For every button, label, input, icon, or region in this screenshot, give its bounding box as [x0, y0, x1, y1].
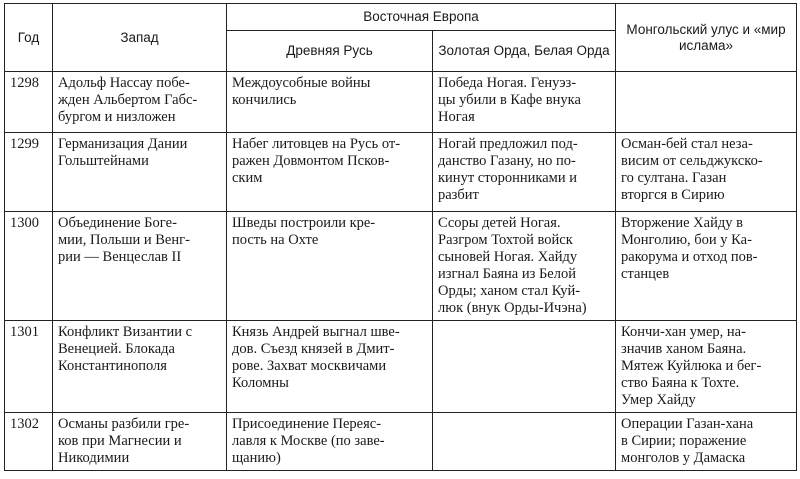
mongol-cell [616, 413, 797, 471]
header-mongol-ulus [616, 4, 797, 72]
horde-cell [433, 72, 616, 133]
horde-cell [433, 133, 616, 212]
west-cell [53, 321, 227, 413]
header-west: Запад [53, 4, 227, 72]
table-row [5, 321, 797, 413]
mongol-cell [616, 133, 797, 212]
header-ancient-rus: Древняя Русь [227, 31, 433, 72]
rus-cell [227, 212, 433, 321]
mongol-text: Операции Газан-хана в Сирии; поражение монголов у Дамаска [621, 416, 754, 466]
header-year: Год [5, 4, 53, 72]
mongol-text: Осман-бей стал неза- висим от сельджукско- го султана. Газан вторгся в Сирию [621, 136, 763, 203]
year-cell: 1301 [5, 321, 53, 413]
west-text: Объединение Богe- мии, Польши и Венг- рии — Венцеслав II [58, 215, 190, 265]
mongol-text: Кончи-хан умер, на- значив ханом Баяна. Мятеж Куйлюка и бег- ство Баяна к Тохте. Умер Хайду [621, 324, 762, 408]
year-cell: 1300 [5, 212, 53, 321]
west-cell [53, 133, 227, 212]
west-text: Конфликт Византии с Венецией. Блокада Константинополя [58, 324, 193, 374]
west-text: Германизация Дании Гольштейнами [58, 136, 188, 169]
horde-text: Победа Ногая. Генуэз- цы убили в Кафе внука Ногая [438, 75, 581, 125]
horde-cell [433, 413, 616, 471]
west-cell [53, 212, 227, 321]
header-eastern-europe: Восточная Европа [227, 4, 616, 31]
table-row [5, 133, 797, 212]
rus-text: Междоусобные войны кончились [232, 75, 371, 108]
horde-cell [433, 212, 616, 321]
header-golden-horde [433, 31, 616, 72]
mongol-cell [616, 72, 797, 133]
rus-cell [227, 321, 433, 413]
chronology-table [4, 3, 797, 471]
year-cell: 1299 [5, 133, 53, 212]
table-row [5, 212, 797, 321]
mongol-text: Вторжение Хайду в Монголию, бои у Ка- ракорума и отход пов- станцев [621, 215, 758, 282]
rus-text: Набег литовцев на Русь от- ражен Довмонтом Псков- ским [232, 136, 401, 186]
header-row-1 [5, 4, 797, 31]
rus-cell [227, 413, 433, 471]
header-golden-horde-text: Золотая Орда, Белая Орда [438, 43, 610, 58]
rus-text: Князь Андрей выгнал шве- дов. Съезд князей в Дмит- рове. Захват москвичами Коломны [232, 324, 400, 391]
west-cell [53, 413, 227, 471]
header-mongol-ulus-text: Монгольский улус и «мир ислама» [626, 21, 786, 53]
west-text: Османы разбили гре- ков при Магнесии и Никодимии [58, 416, 190, 466]
year-cell: 1302 [5, 413, 53, 471]
year-cell: 1298 [5, 72, 53, 133]
rus-text: Присоединение Переяс- лавля к Москве (по заве- щанию) [232, 416, 385, 466]
rus-cell [227, 133, 433, 212]
west-cell [53, 72, 227, 133]
horde-cell [433, 321, 616, 413]
mongol-cell [616, 212, 797, 321]
rus-text: Шведы построили кре- пость на Охте [232, 215, 376, 248]
horde-text: Ногай предложил под- данство Газану, но по- кинут сторонниками и разбит [438, 136, 578, 203]
table-row [5, 413, 797, 471]
table-row [5, 72, 797, 133]
horde-text: Ссоры детей Ногая. Разгром Тохтой войск сыновей Ногая. Хайду изгнал Баяна из Белой Орды; ханом стал Куй- люк (внук Орды-Ичэна) [438, 215, 587, 316]
rus-cell [227, 72, 433, 133]
mongol-cell [616, 321, 797, 413]
west-text: Адольф Нассау побе- жден Альбертом Габс- бургом и низложен [58, 75, 198, 125]
